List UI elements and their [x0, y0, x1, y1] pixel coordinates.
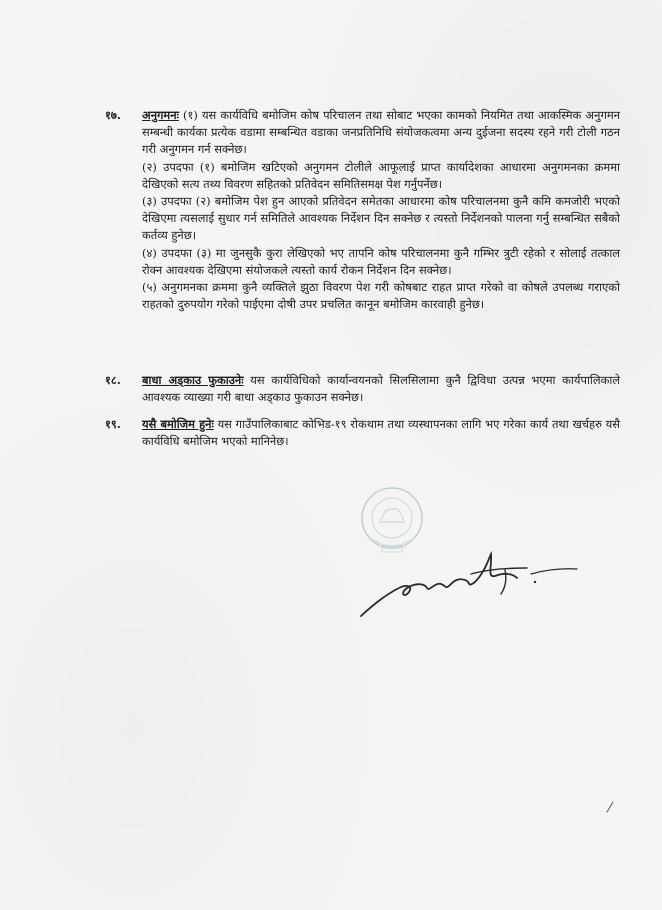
clause-paragraph: (५) अनुगमनका क्रममा कुनै व्यक्तिले झुठा विवरण पेश गरी कोषबाट राहत प्राप्त गरेको वा कोषले उपलब्ध गराएको राहतको दुरुपयोग गरेको पाईएमा दोषी उपर प्रचलित कानून बमोजिम कारवाही हुनेछ। — [142, 280, 620, 312]
clause-text: (१) यस कार्यविधि बमोजिम कोष परिचालन तथा सोबाट भएका कामको नियमित तथा आकस्मिक अनुगमन सम्बन्धी कार्यका प्रत्येक वडामा सम्बन्धित वडाका जनप्रतिनिधि संयोजकत्वमा अन्य दुईजना सदस्य रहने गरी टोली गठन गरी अनुगमन गर्न सक्नेछ। — [142, 108, 620, 157]
clause-number: १७. — [105, 108, 121, 122]
stray-mark-icon — [605, 800, 615, 814]
clause-text: यस कार्यविधिको कार्यान्वयनको सिलसिलामा कुनै द्विविधा उत्पन्न भएमा कार्यपालिकाले आवश्यक व्याख्या गरी बाधा अड्काउ फुकाउन सक्नेछ। — [142, 373, 620, 405]
clause-paragraph: (३) उपदफा (२) बमोजिम पेश हुन आएको प्रतिवेदन समेतका आधारमा कोष परिचालनमा कुनै कमि कमजोरी भएको देखिएमा त्यसलाई सुधार गर्न समितिले आवश्यक निर्देशन दिन सक्नेछ र त्यस्तो निर्देशनको पालना गर्नु सम्बन्धित सबैको कर्तव्य हुनेछ। — [142, 194, 620, 243]
clause-body — [142, 416, 620, 450]
clause-17 — [105, 107, 620, 313]
clause-18 — [105, 372, 620, 406]
clause-paragraph — [142, 416, 620, 450]
clause-paragraph — [142, 372, 620, 406]
handwritten-signature-icon — [355, 548, 585, 623]
clause-heading: यसै बमोजिम हुनेः — [142, 417, 214, 431]
clause-text: यस गाउँपालिकाबाट कोभिड-१९ रोकथाम तथा व्यस्थापनका लागि भए गरेका कार्य तथा खर्चहरु यसै कार्यविधि बमोजिम भएको मानिनेछ। — [142, 417, 620, 449]
clause-number: १९. — [105, 417, 121, 431]
clause-heading: अनुगमनः — [142, 108, 179, 122]
clause-19 — [105, 416, 620, 450]
clause-number: १८. — [105, 373, 121, 387]
clause-heading: बाधा अड्काउ फुकाउनेः — [142, 373, 244, 387]
clause-body — [142, 372, 620, 406]
clause-paragraph: (२) उपदफा (१) बमोजिम खटिएको अनुगमन टोलीले आफूलाई प्राप्त कार्यादेशका आधारमा अनुगमनका क्रममा देखिएको सत्य तथ्य विवरण सहितको प्रतिवेदन समितिसमक्ष पेश गर्नुपर्नेछ। — [142, 159, 620, 191]
clause-paragraph — [142, 107, 620, 159]
clause-body — [142, 107, 620, 313]
clause-paragraph: (४) उपदफा (३) मा जुनसुकै कुरा लेखिएको भए तापनि कोष परिचालनमा कुनै गम्भिर त्रुटी रहेको र सोलाई तत्काल रोक्न आवश्यक देखिएमा संयोजकले त्यस्तो कार्य रोकन निर्देशन दिन सक्नेछ। — [142, 245, 620, 277]
